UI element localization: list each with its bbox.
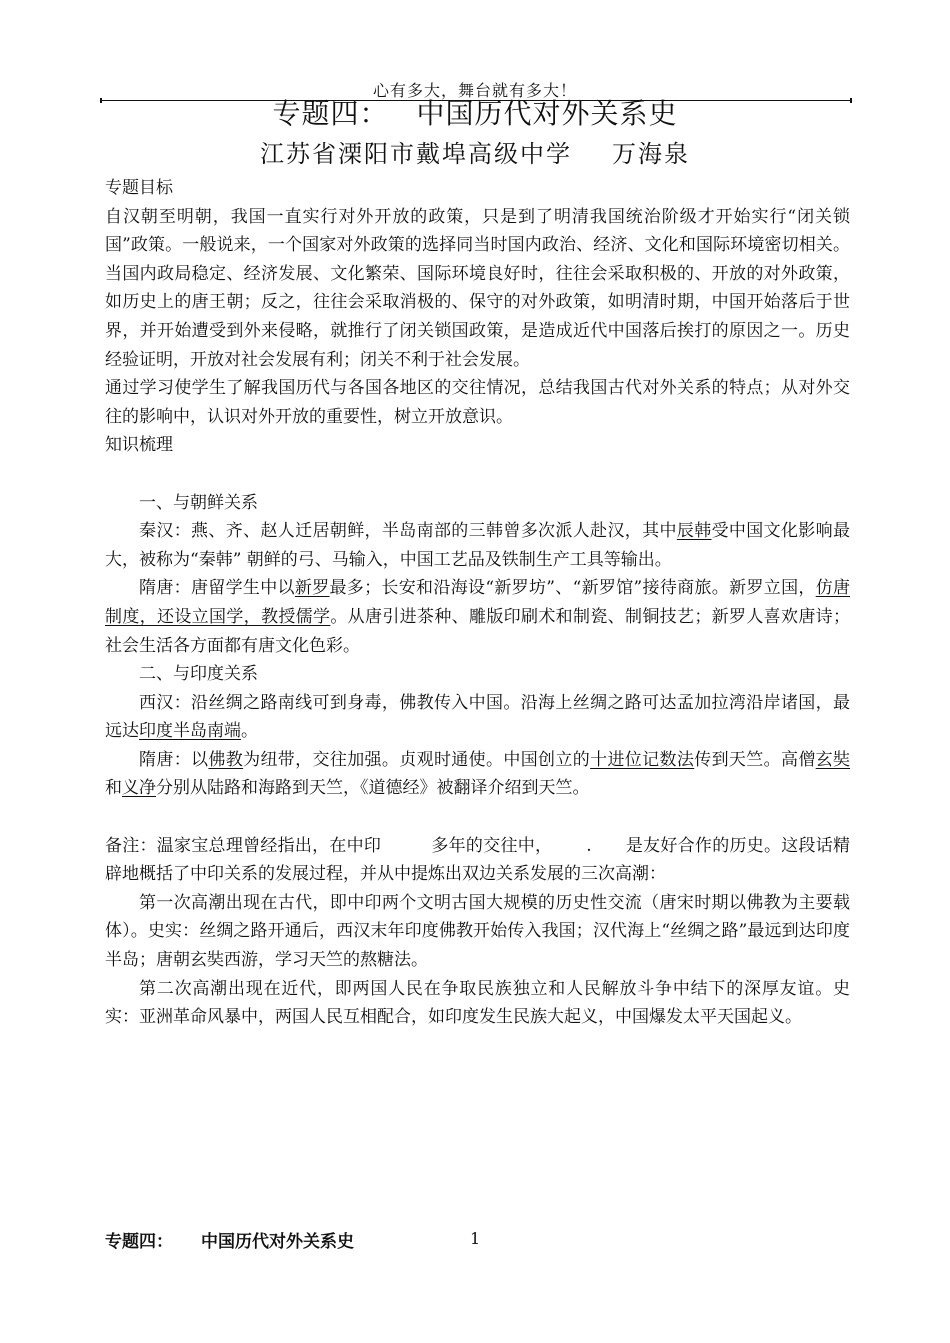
india-xihan-paragraph xyxy=(105,689,850,746)
text-run: 西汉：沿丝绸之路南线可到身毒，佛教传入中国。沿海上丝绸之路可达孟加拉湾沿岸诸国，最远达 xyxy=(105,692,850,742)
text-run: 。从唐引进茶种、雕版印刷术和制瓷、制铜技艺；新罗人喜欢唐诗；社会生活各方面都有唐文化色彩。 xyxy=(105,606,851,656)
goals-paragraph-2: 通过学习使学生了解我国历代与各国各地区的交往情况，总结我国古代对外关系的特点；从对外交往的影响中，认识对外开放的重要性，树立开放意识。 xyxy=(105,378,850,427)
india-heading: 二、与印度关系 xyxy=(139,664,258,685)
korea-suitang-paragraph xyxy=(105,574,850,660)
text-run: 隋唐：唐留学生中以 xyxy=(139,578,295,599)
footer-title xyxy=(105,1227,354,1252)
title-topic-label: 专题四： xyxy=(272,97,389,130)
korea-heading: 一、与朝鲜关系 xyxy=(139,492,258,513)
second-wave-paragraph: 第二次高潮出现在近代，即两国人民在争取民族独立和人民解放斗争中结下的深厚友谊。史实：亚洲革命风暴中，两国人民互相配合，如印度发生民族大起义，中国爆发太平天国起义。 xyxy=(105,978,850,1028)
underlined-term: 印度半岛南端 xyxy=(139,721,241,742)
text-run: 最多；长安和沿海设“新罗坊”、“新罗馆”接待商旅。新罗立国， xyxy=(329,578,816,599)
text-run: 。 xyxy=(241,721,258,742)
text-run: 和 xyxy=(105,778,122,799)
text-run: 备注：温家宝总理曾经指出，在中印 xyxy=(105,835,382,856)
note-paragraph xyxy=(105,832,850,889)
goals-paragraph-1: 自汉朝至明朝，我国一直实行对外开放的政策，只是到了明清我国统治阶级才开始实行“闭关锁国”政策。一般说来，一个国家对外政策的选择同当时国内政治、经济、文化和国际环境密切相关。当国内政局稳定、经济发展、文化繁荣、国际环境良好时，往往会采取积极的、开放的对外政策，如历史上的唐王朝；反之，往往会采取消极的、保守的对外政策，如明清时期，中国开始落后于世界，并开始遭受到外来侵略，就推行了闭关锁国政策，是造成近代中国落后挨打的原因之一。历史经验证明，开放对社会发展有利；闭关不利于社会发展。 xyxy=(105,206,850,370)
title-topic-name: 中国历代对外关系史 xyxy=(416,97,678,130)
document-body xyxy=(105,174,850,1032)
text-run: 是友好合作的历史。这段话精辟地概括了中印关系的发展过程，并从中提炼出双边关系发展的三次高潮： xyxy=(105,835,851,885)
text-run: 受中国文化影响最大，被称为“秦韩” 朝鲜的弓、马输入，中国工艺品及铁制生产工具等输出。 xyxy=(105,521,851,570)
text-run: 为纽带，交往加强。贞观时通使。中国创立的 xyxy=(243,749,591,770)
india-suitang-paragraph xyxy=(105,746,850,803)
text-run: 传到天竺。高僧 xyxy=(694,749,816,770)
korea-qinhan-paragraph xyxy=(105,517,850,574)
knowledge-heading: 知识梳理 xyxy=(105,435,173,456)
footer-topic-name: 中国历代对外关系史 xyxy=(201,1232,354,1252)
footer-topic-label: 专题四： xyxy=(105,1232,173,1252)
school-name: 江苏省溧阳市戴埠高级中学 xyxy=(260,140,572,168)
text-run: 多年的交往中， xyxy=(431,835,553,856)
underlined-term: 辰韩 xyxy=(676,521,712,542)
author-name: 万海泉 xyxy=(612,140,690,168)
header-motto: 心有多大，舞台就有多大！ xyxy=(372,81,577,100)
text-run: 隋唐：以 xyxy=(139,749,209,770)
underlined-term: 义净 xyxy=(122,778,156,799)
page-number: 1 xyxy=(470,1229,481,1248)
text-run: 分别从陆路和海路到天竺，《道德经》被翻译介绍到天竺。 xyxy=(156,778,590,799)
blank-line xyxy=(105,803,850,832)
goals-heading: 专题目标 xyxy=(105,178,173,198)
author-line xyxy=(0,134,950,169)
underlined-term: 佛教 xyxy=(208,749,244,770)
text-run: 秦汉：燕、齐、赵人迁居朝鲜，半岛南部的三韩曾多次派人赴汉，其中 xyxy=(139,521,677,542)
underlined-term: 仿唐制度，还设立国学，教授儒学 xyxy=(105,578,851,627)
first-wave-paragraph: 第一次高潮出现在古代，即中印两个文明古国大规模的历史性交流（唐宋时期以佛教为主要载体）。史实：丝绸之路开通后，西汉末年印度佛教开始传入我国；汉代海上“丝绸之路”最远到达印度半岛；唐朝玄奘西游，学习天竺的熬糖法。 xyxy=(105,892,850,971)
underlined-term: 玄奘 xyxy=(815,749,851,770)
page-title xyxy=(0,92,950,132)
underlined-term: 新罗 xyxy=(294,578,330,599)
blank-line xyxy=(105,460,850,489)
text-run: . xyxy=(586,835,592,856)
underlined-term: 十进位记数法 xyxy=(590,749,695,770)
